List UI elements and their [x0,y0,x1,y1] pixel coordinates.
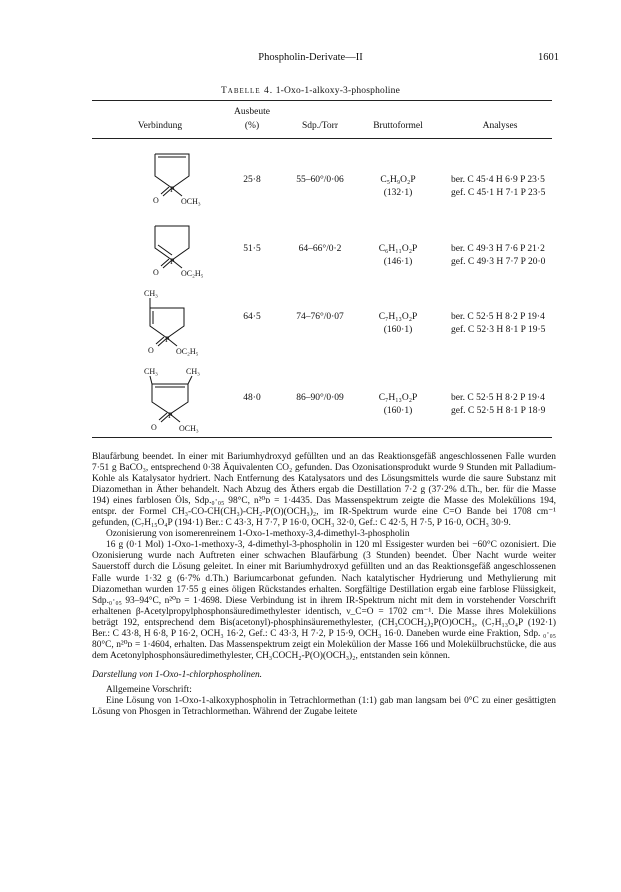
struct-4-o: O [151,423,157,432]
table-caption-label: Tabelle 4. [220,86,274,96]
struct-2-p: P [170,257,175,266]
structure-row-1 [150,148,220,213]
struct-3-ch3: CH₃ [144,289,158,298]
running-title: Phospholin-Derivate—II [258,52,363,63]
running-header [0,52,621,68]
row-4-ber: ber. C 52·5 H 8·2 P 19·4 [451,393,545,403]
paragraph-2: 16 g (0·1 Mol) 1-Oxo-1-methoxy-3, 4-dimethyl-3-phospholin in 120 ml Essigester wurden bei −60°C ozonisiert. Die Ozonisierung wurde nach Auftreten einer schwachen Blaufärbung (3 Stunden) beendet. Über Nacht wurde weiter Sauerstoff durch die Lösung geleitet. In einer mit Bariumhydroxyd gefüllten und an das Reaktionsgefäß angeschlossenen Falle wurde 1·32 g (6·7% d.Th.) Bariumcarbonat gefunden. Nach katalytischer Hydrierung und Methylierung mit Diazomethan wurden 17·55 g eines öligen Rückstandes erhalten. Sorgfältige Destillation ergab eine farblose Flüssigkeit, Sdp.₀·₀₅ 93–94°C, n²⁰ᴅ = 1·4698. Diese Verbindung ist in ihrem IR-Spektrum nicht mit dem in vorstehender Vorschrift erhaltenen β-Acetylpropylphosphonsäuredimethylester identisch, ν_C=O = 1702 cm⁻¹. Die Masse ihres Molekülions beträgt 192, entsprechend dem Bis(acetonyl)-phosphinsäuremethylester, (CH₃COCH₂)₂P(O)OCH₃, (C₇H₁₃O₄P (192·1) Ber.: C 43·8, H 6·8, P 16·2, OCH₃ 16·2, Gef.: C 43·3, H 7·2, P 15·9, OCH₃ 16·0. Daneben wurde eine Fraktion, Sdp. ₀·₀₅ 80°C, n²⁰ᴅ = 1·4604, erhalten. Das Massenspektrum zeigt ein Molekülion der Masse 166 und Molekülbruchstücke, die aus dem Acetonylphosphonsäuredimethylester, CH₃COCH₂-P(O)(OCH₃)₂, entstanden sein können. [92,540,556,661]
table-caption-text: 1-Oxo-1-alkoxy-3-phospholine [275,86,401,96]
row-1-bp: 55–60°/0·06 [296,175,344,185]
structure-row-2 [150,220,220,285]
row-3-formula: C₇H₁₃O₂P [378,312,418,322]
table-caption [0,86,621,96]
row-4-bp: 86–90°/0·09 [296,393,344,403]
struct-4-ch3-right: CH₃ [186,367,200,376]
row-1-ber: ber. C 45·4 H 6·9 P 23·5 [451,175,545,185]
table-top-rule [92,100,552,101]
struct-3-o: O [148,346,154,355]
row-3-ber: ber. C 52·5 H 8·2 P 19·4 [451,312,545,322]
row-1-formula: C₅H₉O₂P [380,175,416,185]
paragraph-2-heading: Ozonisierung von isomerenreinem 1-Oxo-1-methoxy-3,4-dimethyl-3-phospholin [106,529,410,540]
row-3-gef: gef. C 52·3 H 8·1 P 19·5 [451,325,546,335]
struct-1-r: OCH₃ [181,197,201,206]
row-2-mw: (146·1) [383,257,413,267]
row-1-yield: 25·8 [243,175,261,185]
page-number: 1601 [538,52,559,63]
struct-1-p: P [170,185,175,194]
section-heading: Darstellung von 1-Oxo-1-chlorphospholinen. [92,669,263,680]
structure-row-3 [140,288,220,363]
struct-3-p: P [165,335,170,344]
table-header-rule [92,138,552,139]
struct-3-r: OC₂H₅ [176,347,199,356]
struct-4-p: P [168,411,173,420]
struct-1-o: O [153,196,159,205]
struct-4-r: OCH₃ [179,424,199,433]
row-2-gef: gef. C 49·3 H 7·7 P 20·0 [451,257,546,267]
col-header-formel: Bruttoformel [373,121,423,131]
struct-4-ch3-left: CH₃ [144,367,158,376]
row-3-yield: 64·5 [243,312,261,322]
row-2-ber: ber. C 49·3 H 7·6 P 21·2 [451,244,545,254]
row-4-formula: C₇H₁₃O₂P [378,393,418,403]
row-3-mw: (160·1) [383,325,413,335]
row-4-gef: gef. C 52·5 H 8·1 P 18·9 [451,406,546,416]
col-header-verbindung: Verbindung [137,121,183,131]
col-header-ausbeute: Ausbeute [234,107,270,117]
col-header-sdp: Sdp./Torr [301,121,338,131]
paragraph-3: Eine Lösung von 1-Oxo-1-alkoxyphospholin in Tetrachlormethan (1:1) gab man langsam bei 0°C zu einer gesättigten Lösung von Phosgen in Tetrachlormethan. Während der Zugabe leitete [92,695,556,718]
col-header-analyses: Analyses [482,121,518,131]
struct-2-r: OC₂H₅ [181,269,204,278]
row-2-yield: 51·5 [243,244,261,254]
row-3-bp: 74–76°/0·07 [296,312,344,322]
row-2-formula: C₆H₁₁O₂P [378,244,418,254]
row-1-mw: (132·1) [383,188,413,198]
row-2-bp: 64–66°/0·2 [298,244,342,254]
body-text [92,452,556,718]
structure-row-4 [140,366,230,441]
subheading: Allgemeine Vorschrift: [106,684,192,695]
struct-2-o: O [153,268,159,277]
row-4-mw: (160·1) [383,406,413,416]
row-1-gef: gef. C 45·1 H 7·1 P 23·5 [451,188,546,198]
row-4-yield: 48·0 [243,393,261,403]
col-header-ausbeute-unit: (%) [244,121,260,131]
paragraph-1: Blaufärbung beendet. In einer mit Bariumhydroxyd gefüllten und an das Reaktionsgefäß angeschlossenen Falle wurden 7·51 g BaCO₃, entsprechend 0·38 Äquivalenten CO₂ gefunden. Das Ozonisationsprodukt wurde 9 Stunden mit Palladium-Kohle als Katalysator hydriert. Nach Entfernung des Katalysators und des Lösungsmittels wurde die saure Substanz mit Diazomethan in Äther behandelt. Nach Abzug des Äthers ergab die Destillation 7·2 g (37·2% d.Th., ber. für die Masse 194) eines farblosen Öls, Sdp.₀·₀₅ 98°C, n²⁰ᴅ = 1·4435. Das Massenspektrum zeigte die Masse des Molekülions 194, entspr. der Formel CH₃-CO-CH(CH₃)-CH₂-P(O)(OCH₃)₂, im IR-Spektrum wurde eine C=O Bande bei 1708 cm⁻¹ gefunden, (C₇H₁₅O₄P (194·1) Ber.: C 43·3, H 7·7, P 16·0, OCH₃ 32·0, Gef.: C 42·5, H 7·5, P 16·0, OCH₃ 30·9. [92,452,556,529]
